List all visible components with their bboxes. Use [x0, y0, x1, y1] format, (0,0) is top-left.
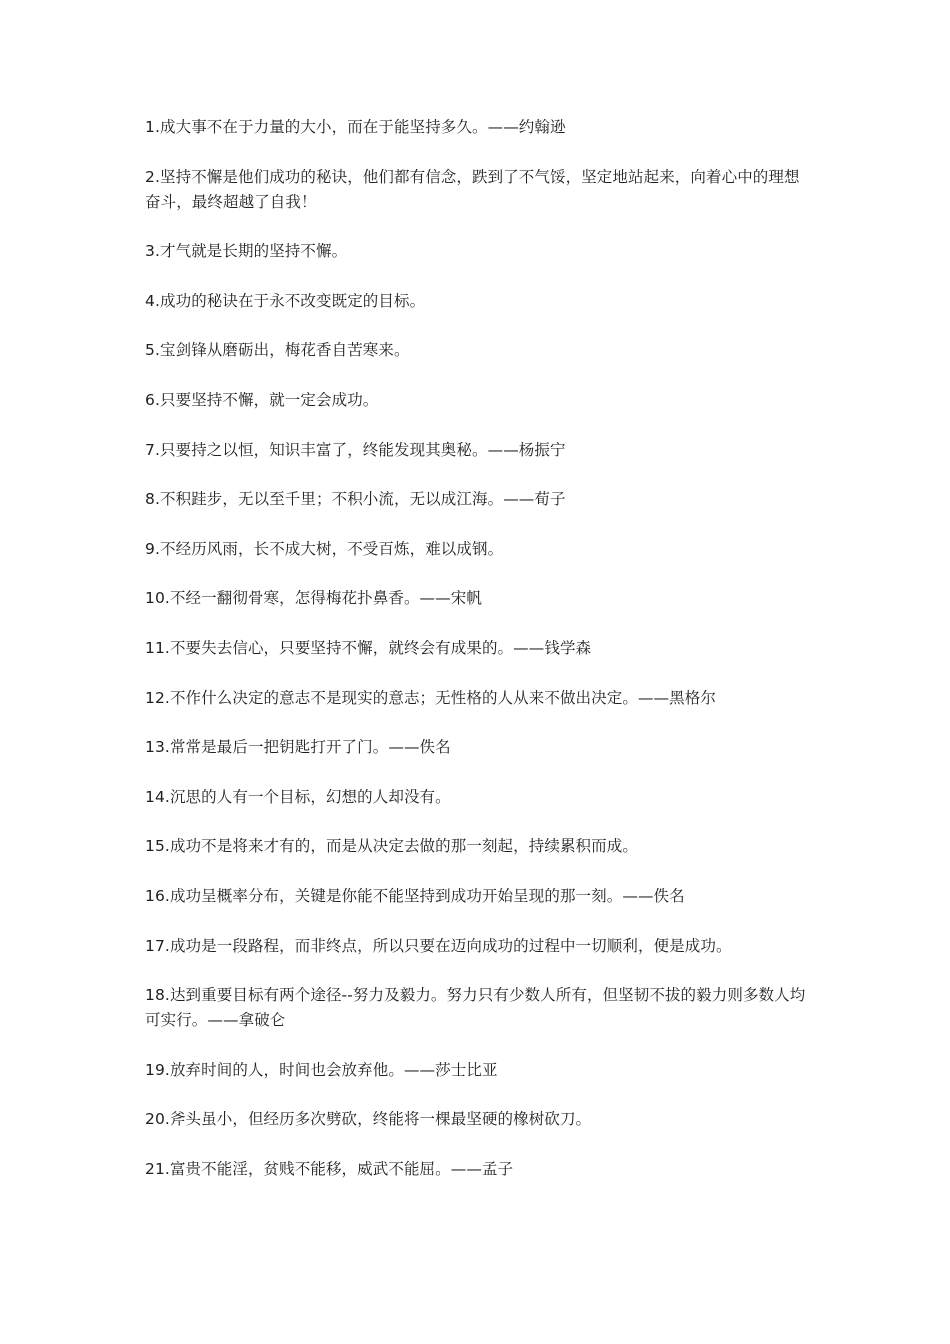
quote-item: 10.不经一翻彻骨寒，怎得梅花扑鼻香。——宋帆	[145, 589, 482, 608]
quote-item: 6.只要坚持不懈，就一定会成功。	[145, 390, 379, 409]
quote-item: 18.达到重要目标有两个途径--努力及毅力。努力只有少数人所有，但坚韧不拔的毅力则多数人均可实行。——拿破仑	[145, 986, 806, 1030]
quote-item: 7.只要持之以恒，知识丰富了，终能发现其奥秘。——杨振宁	[145, 440, 566, 459]
quote-item: 19.放弃时间的人，时间也会放弃他。——莎士比亚	[145, 1060, 498, 1079]
quote-item: 1.成大事不在于力量的大小，而在于能坚持多久。——约翰逊	[145, 118, 566, 136]
quote-item: 14.沉思的人有一个目标，幻想的人却没有。	[145, 787, 451, 806]
quote-item: 17.成功是一段路程，而非终点，所以只要在迈向成功的过程中一切顺利，便是成功。	[145, 936, 732, 955]
quote-item: 21.富贵不能淫，贫贱不能移，威武不能屈。——孟子	[145, 1159, 514, 1178]
quote-item: 13.常常是最后一把钥匙打开了门。——佚名	[145, 738, 451, 757]
quote-item: 4.成功的秘诀在于永不改变既定的目标。	[145, 291, 426, 310]
quote-item: 20.斧头虽小，但经历多次劈砍，终能将一棵最坚硬的橡树砍刀。	[145, 1110, 592, 1129]
quote-item: 8.不积跬步，无以至千里；不积小流，无以成江海。——荀子	[145, 490, 566, 509]
quote-item: 2.坚持不懈是他们成功的秘诀，他们都有信念，跌到了不气馁，坚定地站起来，向着心中的理想奋斗，最终超越了自我！	[145, 167, 800, 211]
quote-item: 9.不经历风雨，长不成大树，不受百炼，难以成钢。	[145, 539, 504, 558]
quote-item: 15.成功不是将来才有的，而是从决定去做的那一刻起，持续累积而成。	[145, 837, 638, 856]
quote-item: 5.宝剑锋从磨砺出，梅花香自苦寒来。	[145, 341, 410, 360]
quote-item: 16.成功呈概率分布，关键是你能不能坚持到成功开始呈现的那一刻。——佚名	[145, 886, 685, 905]
quote-list	[145, 115, 810, 1206]
quote-item: 11.不要失去信心，只要坚持不懈，就终会有成果的。——钱学森	[145, 638, 592, 657]
quote-item: 3.才气就是长期的坚持不懈。	[145, 242, 348, 261]
quote-item: 12.不作什么决定的意志不是现实的意志；无性格的人从来不做出决定。——黑格尔	[145, 688, 716, 707]
